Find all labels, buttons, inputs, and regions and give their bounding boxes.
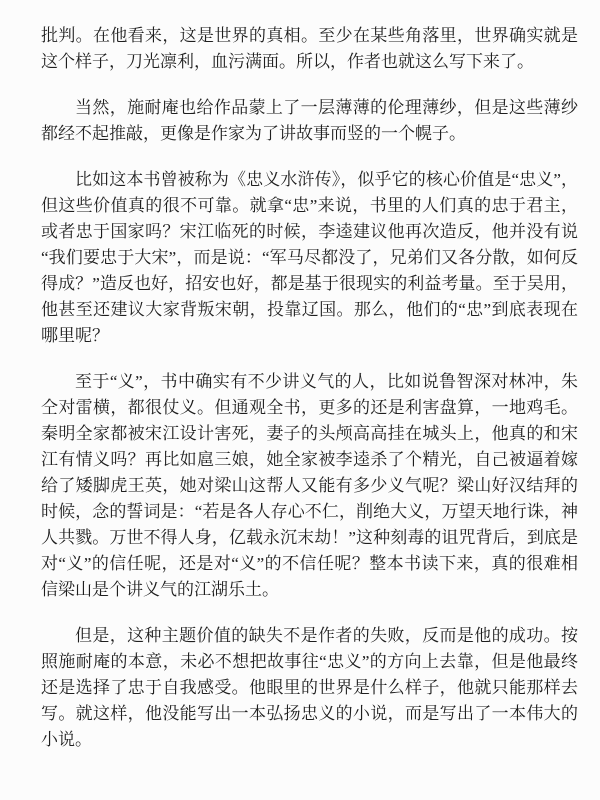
paragraph: 但是，这种主题价值的缺失不是作者的失败，反而是他的成功。按照施耐庵的本意，未必不想把故事往“忠义”的方向上去靠，但是他最终还是选择了忠于自我感受。他眼里的世界是什么样子，他就只能那样去写。就这样，他没能写出一本弘扬忠义的小说，而是写出了一本伟大的小说。 xyxy=(41,626,578,749)
paragraph: 至于“义”，书中确实有不少讲义气的人，比如说鲁智深对林冲，朱仝对雷横，都很仗义。但通观全书，更多的还是利害盘算，一地鸡毛。秦明全家都被宋江设计害死，妻子的头颅高高挂在城头上，他真的和宋江有情义吗？再比如扈三娘，她全家被李逵杀了个精光，自己被逼着嫁给了矮脚虎王英，她对梁山这帮人又能有多少义气呢？梁山好汉结拜的时候，念的誓词是：“若是各人存心不仁，削绝大义，万望天地行诛，神人共戮。万世不得人身，亿载永沉末劫！”这种刻毒的诅咒背后，到底是对“义”的信任呢，还是对“义”的不信任呢？整本书读下来，真的很难相信梁山是个讲义气的江湖乐土。 xyxy=(41,372,578,599)
text-block xyxy=(41,23,578,773)
paragraph: 比如这本书曾被称为《忠义水浒传》，似乎它的核心价值是“忠义”，但这些价值真的很不可靠。就拿“忠”来说，书里的人们真的忠于君主，或者忠于国家吗？宋江临死的时候，李逵建议他再次造反，他并没有说“我们要忠于大宋”，而是说：“军马尽都没了，兄弟们又各分散，如何反得成？”造反也好，招安也好，都是基于很现实的利益考量。至于吴用，他甚至还建议大家背叛宋朝，投靠辽国。那么，他们的“忠”到底表现在哪里呢？ xyxy=(41,170,578,345)
paragraph: 当然，施耐庵也给作品蒙上了一层薄薄的伦理薄纱，但是这些薄纱都经不起推敲，更像是作家为了讲故事而竖的一个幌子。 xyxy=(41,98,578,143)
paragraph: 批判。在他看来，这是世界的真相。至少在某些角落里，世界确实就是这个样子，刀光凛利，血污满面。所以，作者也就这么写下来了。 xyxy=(41,26,578,71)
